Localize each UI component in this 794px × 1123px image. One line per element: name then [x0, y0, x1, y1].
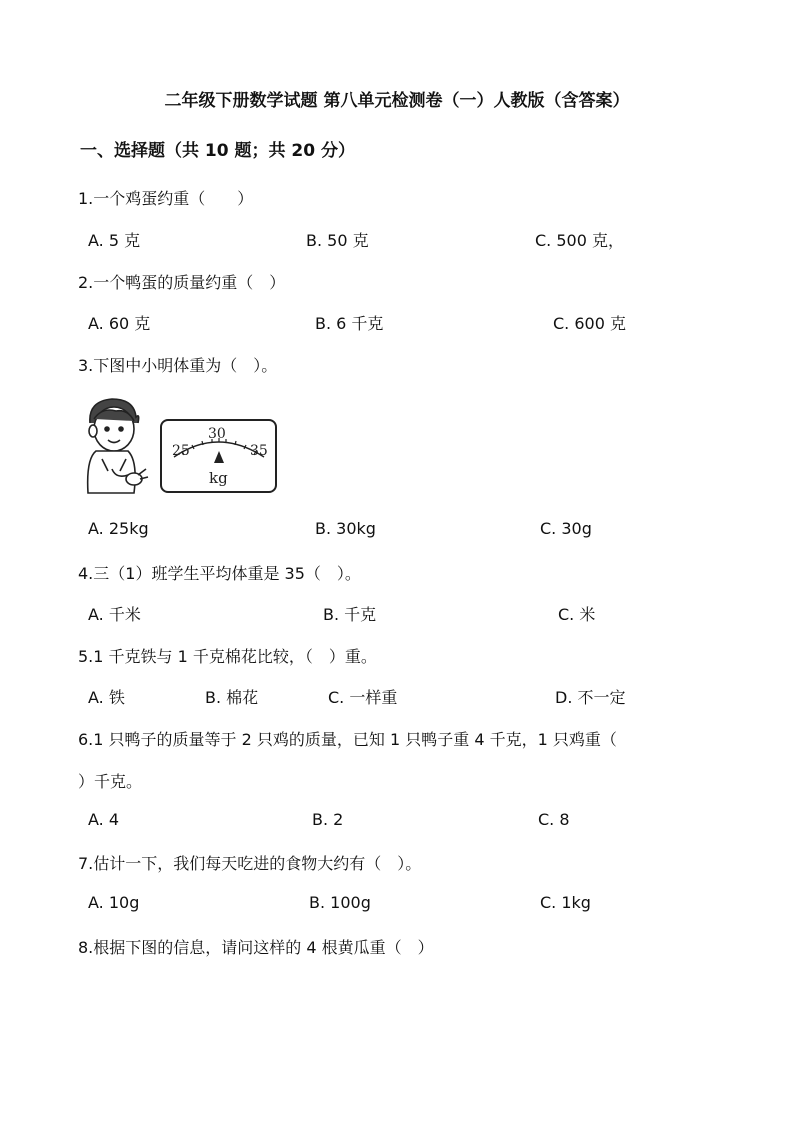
q4-option-b: B. 千克: [323, 605, 377, 624]
scale-dial: [161, 420, 276, 492]
question-2: 2.一个鸭蛋的质量约重（ ）: [78, 273, 286, 292]
q5-option-a: A. 铁: [88, 688, 125, 707]
q3-option-c: C. 30g: [540, 519, 592, 538]
q4-option-a: A. 千米: [88, 605, 141, 624]
scale-label-35: 35: [250, 443, 268, 459]
q5-option-c: C. 一样重: [328, 688, 398, 707]
q1-option-c: C. 500 克，: [535, 231, 624, 250]
q4-option-c: C. 米: [558, 605, 596, 624]
scale-label-25: 25: [172, 443, 190, 459]
question-6-continued: ）千克。: [78, 772, 143, 791]
question-4: 4.三（1）班学生平均体重是 35（ ）。: [78, 564, 361, 583]
section-heading: 一、选择题（共 10 题；共 20 分）: [80, 141, 355, 161]
boy-scale-figure: [82, 393, 282, 497]
question-5: 5.1 千克铁与 1 千克棉花比较，（ ）重。: [78, 647, 377, 666]
q6-option-a: A. 4: [88, 810, 120, 829]
q1-option-a: A. 5 克: [88, 231, 141, 250]
boy-illustration: [88, 399, 148, 493]
q7-option-a: A. 10g: [88, 893, 140, 912]
question-7: 7.估计一下，我们每天吃进的食物大约有（ ）。: [78, 854, 422, 873]
q2-option-b: B. 6 千克: [315, 314, 384, 333]
question-6: 6.1 只鸭子的质量等于 2 只鸡的质量，已知 1 只鸭子重 4 千克，1 只鸡重（: [78, 730, 617, 749]
q6-option-c: C. 8: [538, 810, 570, 829]
question-8: 8.根据下图的信息，请问这样的 4 根黄瓜重（ ）: [78, 938, 434, 957]
page-title: 二年级下册数学试题 第八单元检测卷（一）人教版（含答案）: [164, 91, 630, 111]
scale-label-30: 30: [208, 426, 226, 442]
question-3: 3.下图中小明体重为（ ）。: [78, 356, 278, 375]
q1-option-b: B. 50 克: [306, 231, 369, 250]
q2-option-a: A. 60 克: [88, 314, 151, 333]
scale-unit: kg: [209, 469, 228, 487]
q3-option-a: A. 25kg: [88, 519, 149, 538]
q2-option-c: C. 600 克: [553, 314, 626, 333]
q7-option-b: B. 100g: [309, 893, 371, 912]
q5-option-b: B. 棉花: [205, 688, 259, 707]
q6-option-b: B. 2: [312, 810, 344, 829]
question-1: 1.一个鸡蛋约重（ ）: [78, 189, 254, 208]
q7-option-c: C. 1kg: [540, 893, 591, 912]
q5-option-d: D. 不一定: [555, 688, 626, 707]
q3-option-b: B. 30kg: [315, 519, 376, 538]
